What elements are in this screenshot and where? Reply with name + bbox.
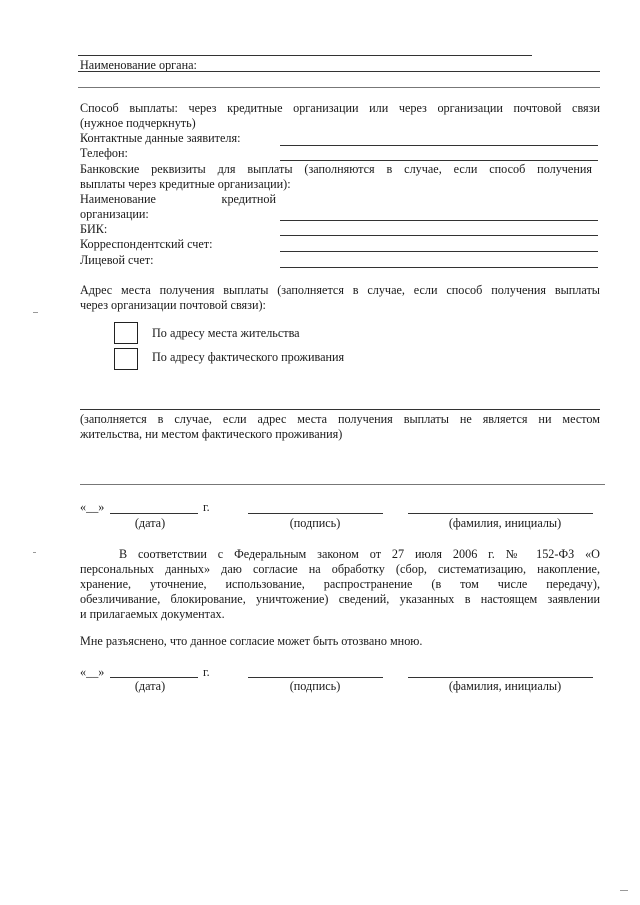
consent-text-line-2: персональных данных» даю согласие на обработку (сбор, систематизацию, накопление, [80, 562, 600, 576]
address-intro: Адрес места получения выплаты (заполняется в случае, если способ получения выплаты [80, 283, 600, 297]
bank-name-input-line[interactable] [280, 220, 598, 221]
bank-details-intro-2: выплаты через кредитные организации): [80, 177, 291, 191]
top-rule [78, 55, 532, 56]
year-suffix-2: г. [203, 665, 210, 679]
other-address-note-2: жительства, ни местом фактического проживания) [80, 427, 343, 441]
separator-line [80, 484, 605, 485]
authority-input-line[interactable] [78, 71, 600, 72]
personal-account-label: Лицевой счет: [80, 253, 154, 267]
authority-input-line-2[interactable] [78, 87, 600, 88]
contacts-label: Контактные данные заявителя: [80, 131, 241, 145]
name-caption-1: (фамилия, инициалы) [448, 516, 562, 530]
name-caption-2: (фамилия, инициалы) [448, 679, 562, 693]
other-address-note: (заполняется в случае, если адрес места получения выплаты не является ни местом [80, 412, 600, 426]
address-intro-2: через организации почтовой связи): [80, 298, 266, 312]
date-month-line-2[interactable] [110, 677, 198, 678]
signature-caption-2: (подпись) [289, 679, 341, 693]
name-line-2[interactable] [408, 677, 593, 678]
signature-caption-1: (подпись) [289, 516, 341, 530]
payment-method-hint: (нужное подчеркнуть) [80, 116, 196, 130]
payment-method-text: Способ выплаты: через кредитные организации или через организации почтовой связи [80, 101, 600, 115]
signature-line-1[interactable] [248, 513, 383, 514]
bik-input-line[interactable] [280, 235, 598, 236]
consent-text-line-4: обезличивание, блокирование, уничтожение) сведений, указанных в настоящем заявлении [80, 592, 600, 606]
date-day: «__» [80, 500, 105, 514]
date-field-2[interactable] [80, 665, 104, 680]
personal-account-input-line[interactable] [280, 267, 598, 268]
name-line-1[interactable] [408, 513, 593, 514]
corner-mark [620, 890, 628, 891]
date-field-1[interactable] [80, 500, 104, 515]
bank-name-label-2: организации: [80, 207, 149, 221]
consent-text-line-5: и прилагаемых документах. [80, 607, 225, 621]
margin-mark [33, 312, 38, 313]
bank-details-intro: Банковские реквизиты для выплаты (заполняются в случае, если способ получения [80, 162, 592, 176]
consent-text-line-3: хранение, уточнение, использование, распространение (в том числе передачу), [80, 577, 600, 591]
actual-address-checkbox[interactable] [114, 348, 138, 370]
residence-checkbox[interactable] [114, 322, 138, 344]
date-month-line-1[interactable] [110, 513, 198, 514]
signature-line-2[interactable] [248, 677, 383, 678]
actual-address-option-label: По адресу фактического проживания [152, 350, 345, 364]
bank-name-label: Наименование кредитной [80, 192, 276, 206]
date-caption-1: (дата) [134, 516, 166, 530]
year-suffix-1: г. [203, 500, 210, 514]
phone-label: Телефон: [80, 146, 128, 160]
phone-input-line[interactable] [280, 160, 598, 161]
other-address-input-line[interactable] [80, 409, 600, 410]
consent-text-line-1: В соответствии с Федеральным законом от 27 июля 2006 г. № 152-ФЗ «О [119, 547, 600, 561]
revocable-text: Мне разъяснено, что данное согласие может быть отозвано мною. [80, 634, 423, 648]
date-day-2: «__» [80, 665, 105, 679]
residence-option-label: По адресу места жительства [152, 326, 300, 340]
corr-account-label: Корреспондентский счет: [80, 237, 213, 251]
date-caption-2: (дата) [134, 679, 166, 693]
contacts-input-line[interactable] [280, 145, 598, 146]
margin-mark-2 [33, 552, 36, 553]
bik-label: БИК: [80, 222, 108, 236]
corr-account-input-line[interactable] [280, 251, 598, 252]
authority-label: Наименование органа: [80, 58, 197, 72]
